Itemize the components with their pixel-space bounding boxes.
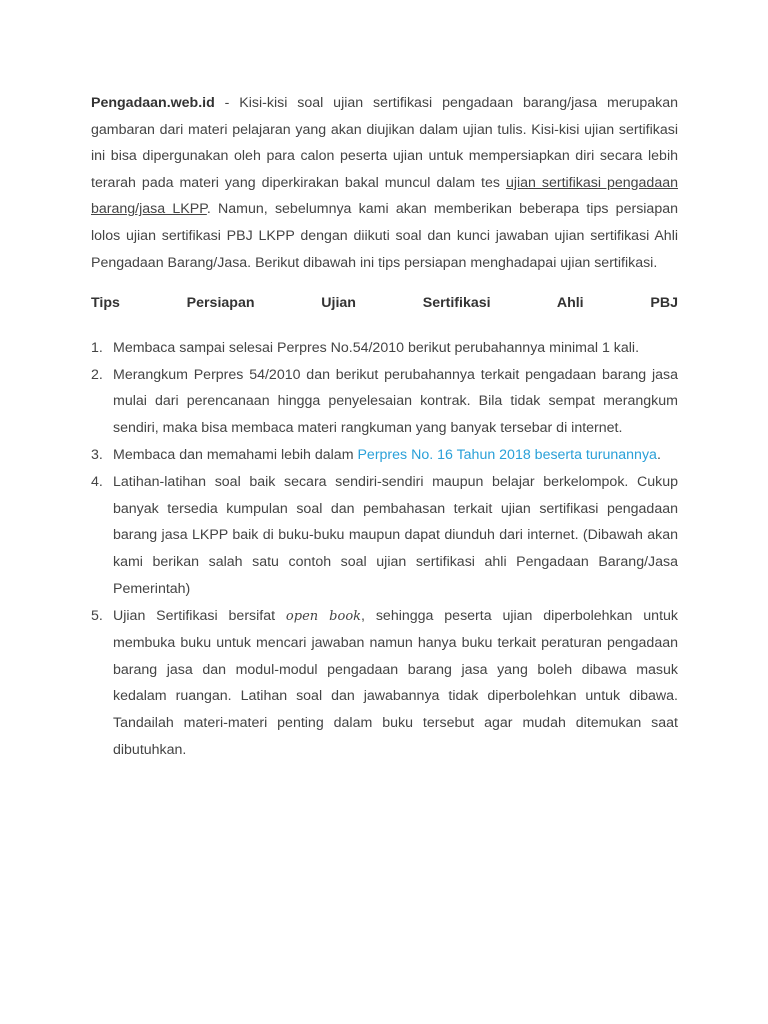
list-number: 2. [91,366,103,383]
tip-text-before-link: Membaca dan memahami lebih dalam [113,447,358,464]
tip-text-after-italic: , sehingga peserta ujian diperbolehkan untuk membuka buku untuk mencari jawaban namun hanya buku terkait peraturan pengadaan barang jasa dan modul-modul pengadaan barang jasa yang boleh dibawa masuk kedalam ruangan. Latihan soal dan jawabannya tidak diperbolehkan untuk dibawa. Tandailah materi-materi penting dalam buku tersebut agar mudah ditemukan saat dibutuhkan. [113,607,678,758]
tip-text: Merangkum Perpres 54/2010 dan berikut perubahannya terkait pengadaan barang jasa mulai dari perencanaan hingga penyelesaian kontrak. Bila tidak sempat merangkum sendiri, maka bisa membaca materi rangkuman yang banyak tersebar di internet. [113,366,678,437]
tips-list [91,335,678,764]
tip-text-after-link: . [656,447,661,464]
tip-text: Latihan-latihan soal baik secara sendiri-sendiri maupun belajar berkelompok. Cukup banyak tersedia kumpulan soal dan pembahasan terkait ujian sertifikasi pengadaan barang jasa LKPP baik di buku-buku maupun dapat diunduh dari internet. (Dibawah akan kami berikan salah satu contoh soal ujian sertifikasi ahli Pengadaan Barang/Jasa Pemerintah) [113,474,678,597]
section-heading: Tips Persiapan Ujian Sertifikasi Ahli PBJ [91,295,678,312]
list-number: 4. [91,474,103,491]
tip-text-before-italic: Ujian Sertifikasi bersifat [113,607,286,624]
intro-paragraph [91,90,678,276]
tip-text: Membaca sampai selesai Perpres No.54/2010 berikut perubahannya minimal 1 kali. [113,339,640,356]
site-name: Pengadaan.web.id [91,95,215,111]
list-item [91,335,678,362]
list-number: 5. [91,607,103,624]
article-content [91,90,678,764]
list-item [91,469,678,602]
list-number: 1. [91,339,103,356]
perpres-link[interactable]: Perpres No. 16 Tahun 2018 beserta turunannya [357,447,657,464]
list-item [91,362,678,442]
exam-link[interactable]: ujian sertifikasi pengadaan barang/jasa LKPP [91,174,678,218]
list-number: 3. [91,447,103,464]
intro-text-before-link: Kisi-kisi soal ujian sertifikasi pengadaan barang/jasa merupakan gambaran dari materi pelajaran yang akan diujikan dalam ujian tulis. Kisi-kisi ujian sertifikasi ini bisa dipergunakan oleh para calon peserta ujian untuk mempersiapkan diri secara lebih terarah pada materi yang diperkirakan bakal muncul dalam tes [91,95,678,191]
intro-separator: - [214,95,240,111]
list-item [91,603,678,764]
intro-text-after-link: . Namun, sebelumnya kami akan memberikan beberapa tips persiapan lolos ujian sertifikasi PBJ LKPP dengan diikuti soal dan kunci jawaban ujian sertifikasi Ahli Pengadaan Barang/Jasa. Berikut dibawah ini tips persiapan menghadapai ujian sertifikasi. [91,201,678,271]
list-item [91,442,678,469]
open-book-term: open book [285,608,362,624]
